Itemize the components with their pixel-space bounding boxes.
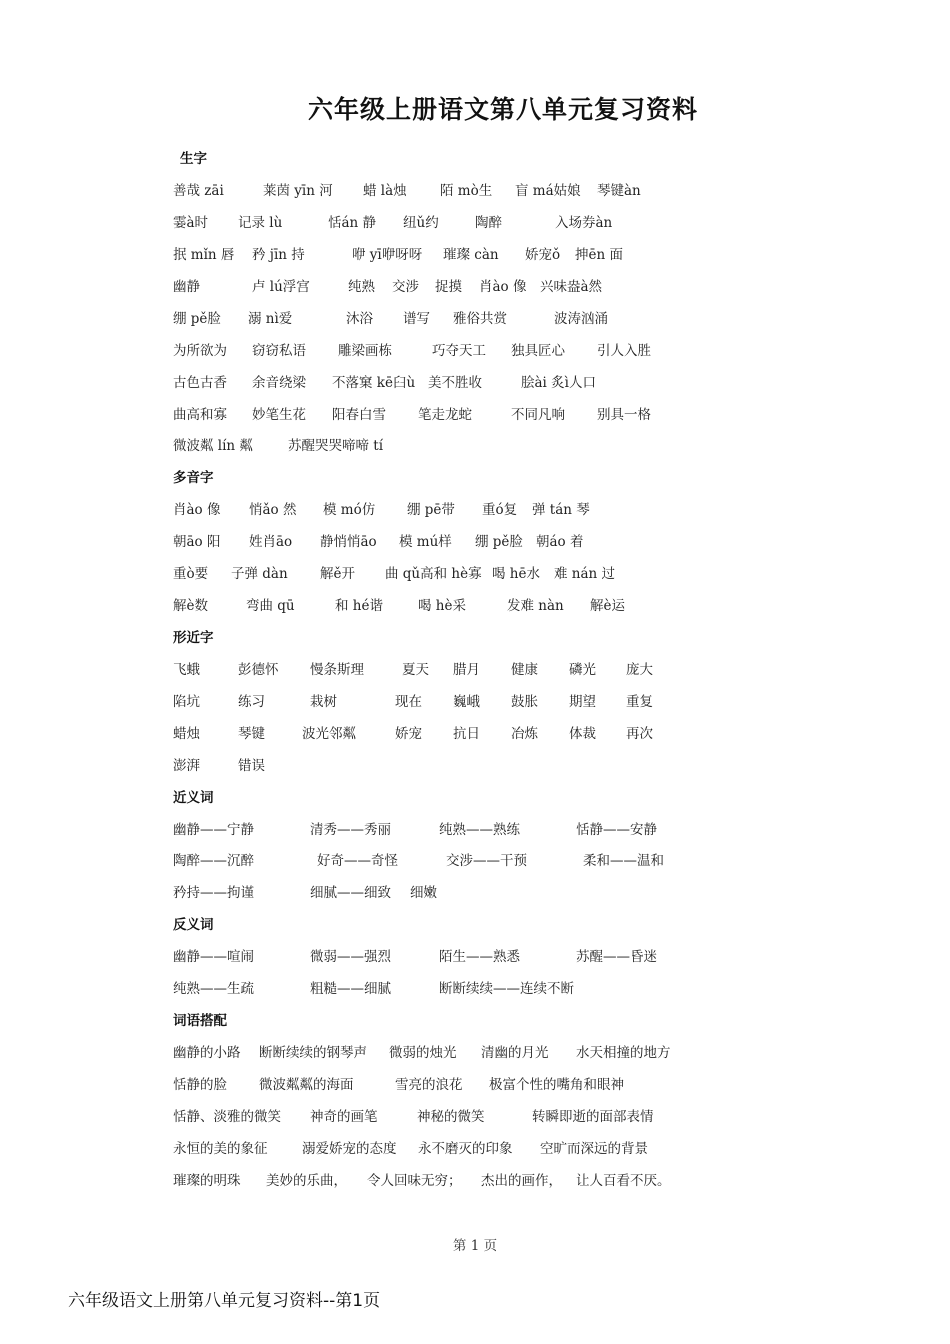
vocab-item: 卢 lú浮宫: [252, 279, 310, 295]
vocab-item: 璀璨 càn: [443, 247, 499, 263]
content-row: [0, 275, 950, 295]
vocab-item: 肖ào 像: [479, 279, 527, 295]
vocab-item: 清秀——秀丽: [310, 822, 391, 838]
vocab-item: 腊月: [453, 662, 480, 678]
vocab-item: 好奇——奇怪: [317, 853, 398, 869]
vocab-item: 幽静——喧闹: [173, 949, 254, 965]
content-row: [0, 594, 950, 614]
vocab-item: 朝áo 着: [536, 534, 584, 550]
vocab-item: 娇宠ǒ: [525, 247, 561, 263]
vocab-item: 咿 yī咿呀呀: [352, 247, 423, 263]
content-row: [0, 945, 950, 965]
vocab-item: 朝āo 阳: [173, 534, 221, 550]
vocab-item: 神奇的画笔: [310, 1109, 378, 1125]
vocab-item: 澎湃: [173, 758, 200, 774]
vocab-item: 微波粼粼的海面: [259, 1077, 354, 1093]
vocab-item: 弹 tán 琴: [532, 502, 590, 518]
vocab-item: 巧夺天工: [432, 343, 486, 359]
vocab-item: 溺 nì爱: [248, 311, 293, 327]
vocab-item: 重ó复: [482, 502, 518, 518]
vocab-item: 纽ǔ约: [403, 215, 439, 231]
vocab-item: 盲 má姑娘: [515, 183, 581, 199]
vocab-item: 鼓胀: [511, 694, 538, 710]
vocab-item: 交涉——干预: [446, 853, 527, 869]
content-row: [0, 1041, 950, 1061]
vocab-item: 苏醒——昏迷: [576, 949, 657, 965]
vocab-item: 陶醉——沉醉: [173, 853, 254, 869]
vocab-item: 绷 pě脸: [475, 534, 523, 550]
vocab-item: 清幽的月光: [481, 1045, 549, 1061]
content-row: [0, 1105, 950, 1125]
vocab-item: 善哉 zāi: [173, 183, 224, 199]
vocab-item: 古色古香: [173, 375, 227, 391]
vocab-item: 重复: [626, 694, 653, 710]
content-row: [0, 211, 950, 231]
vocab-item: 陶醉: [475, 215, 502, 231]
content-row: [0, 339, 950, 359]
vocab-item: 交涉: [392, 279, 419, 295]
vocab-item: 抿 mǐn 唇: [173, 247, 235, 263]
vocab-item: 细嫩: [410, 885, 437, 901]
content-row: [0, 562, 950, 582]
content-row: [0, 403, 950, 423]
vocab-item: 溺爱娇宠的态度: [302, 1141, 397, 1157]
vocab-item: 解ě开: [320, 566, 355, 582]
vocab-item: 纯熟: [348, 279, 375, 295]
content-row: [0, 179, 950, 199]
vocab-item: 重ò要: [173, 566, 209, 582]
vocab-item: 弯曲 qū: [246, 598, 295, 614]
vocab-item: 解è数: [173, 598, 208, 614]
vocab-item: 琴键: [238, 726, 265, 742]
vocab-item: 庞大: [626, 662, 653, 678]
vocab-item: 璀璨的明珠: [173, 1173, 241, 1189]
content-row: [0, 881, 950, 901]
vocab-item: 期望: [569, 694, 596, 710]
vocab-item: 琴键àn: [597, 183, 641, 199]
vocab-item: 细腻——细致: [310, 885, 391, 901]
vocab-item: 陷坑: [173, 694, 200, 710]
content-row: [0, 307, 950, 327]
vocab-item: 令人回味无穷；: [367, 1173, 462, 1189]
vocab-item: 错误: [238, 758, 265, 774]
content-row: [0, 530, 950, 550]
vocab-item: 抻ēn 面: [575, 247, 623, 263]
vocab-item: 陌 mò生: [440, 183, 493, 199]
section-heading: 近义词: [173, 790, 214, 806]
vocab-item: 雪亮的浪花: [395, 1077, 463, 1093]
vocab-item: 模 mó仿: [323, 502, 376, 518]
vocab-item: 纯熟——生疏: [173, 981, 254, 997]
section-heading: 生字: [180, 151, 207, 167]
vocab-item: 断断续续的钢琴声: [259, 1045, 367, 1061]
content-row: [0, 434, 950, 454]
vocab-item: 喝 hē水: [492, 566, 540, 582]
content-row: [0, 498, 950, 518]
vocab-item: 陌生——熟悉: [439, 949, 520, 965]
vocab-item: 引人入胜: [597, 343, 651, 359]
vocab-item: 笔走龙蛇: [418, 407, 472, 423]
vocab-item: 幽静: [173, 279, 200, 295]
vocab-item: 为所欲为: [173, 343, 227, 359]
vocab-item: 栽树: [310, 694, 337, 710]
vocab-item: 谱写: [403, 311, 430, 327]
vocab-item: 美妙的乐曲，: [266, 1173, 347, 1189]
vocab-item: 波光邻粼: [302, 726, 356, 742]
vocab-item: 冶炼: [511, 726, 538, 742]
vocab-item: 杰出的画作，: [481, 1173, 562, 1189]
vocab-item: 蜡 là烛: [363, 183, 407, 199]
vocab-item: 神秘的微笑: [417, 1109, 485, 1125]
vocab-item: 窃窃私语: [252, 343, 306, 359]
vocab-item: 恬静的脸: [173, 1077, 227, 1093]
vocab-item: 独具匠心: [511, 343, 565, 359]
vocab-item: 飞蛾: [173, 662, 200, 678]
vocab-item: 难 nán 过: [554, 566, 616, 582]
content-row: [0, 1169, 950, 1189]
vocab-item: 莱茵 yīn 河: [263, 183, 333, 199]
vocab-item: 幽静——宁静: [173, 822, 254, 838]
vocab-item: 粗糙——细腻: [310, 981, 391, 997]
vocab-item: 抗日: [453, 726, 480, 742]
content-row: [0, 658, 950, 678]
vocab-item: 夏天: [402, 662, 429, 678]
vocab-item: 解è运: [590, 598, 625, 614]
content-row: [0, 818, 950, 838]
vocab-item: 绷 pě脸: [173, 311, 221, 327]
vocab-item: 微波粼 lín 粼: [173, 438, 253, 454]
vocab-item: 余音绕梁: [252, 375, 306, 391]
vocab-item: 模 mú样: [399, 534, 452, 550]
vocab-item: 健康: [511, 662, 538, 678]
content-row: [0, 849, 950, 869]
vocab-item: 微弱的烛光: [389, 1045, 457, 1061]
document-title: 六年级上册语文第八单元复习资料: [307, 95, 698, 124]
vocab-item: 微弱——强烈: [310, 949, 391, 965]
vocab-item: 发难 nàn: [507, 598, 564, 614]
vocab-item: 再次: [626, 726, 653, 742]
content-row: [0, 1137, 950, 1157]
vocab-item: 矜 jīn 持: [252, 247, 305, 263]
content-row: [0, 371, 950, 391]
vocab-item: 曲高和寡: [173, 407, 227, 423]
vocab-item: 断断续续——连续不断: [439, 981, 574, 997]
vocab-item: 记录 lù: [238, 215, 283, 231]
vocab-item: 雅俗共赏: [453, 311, 507, 327]
vocab-item: 恬静、淡雅的微笑: [173, 1109, 281, 1125]
vocab-item: 水天相撞的地方: [576, 1045, 671, 1061]
vocab-item: 娇宠: [395, 726, 422, 742]
vocab-item: 彭德怀: [238, 662, 279, 678]
vocab-item: 极富个性的嘴角和眼神: [489, 1077, 624, 1093]
vocab-item: 肖ào 像: [173, 502, 221, 518]
vocab-item: 让人百看不厌。: [576, 1173, 671, 1189]
vocab-item: 磷光: [569, 662, 596, 678]
content-row: [0, 754, 950, 774]
vocab-item: 别具一格: [597, 407, 651, 423]
vocab-item: 雕梁画栋: [338, 343, 392, 359]
vocab-item: 慢条斯理: [310, 662, 364, 678]
section-heading: 词语搭配: [173, 1013, 227, 1029]
vocab-item: 现在: [395, 694, 422, 710]
vocab-item: 幽静的小路: [173, 1045, 241, 1061]
content-row: [0, 977, 950, 997]
vocab-item: 转瞬即逝的面部表情: [532, 1109, 654, 1125]
vocab-item: 悄ǎo 然: [249, 502, 297, 518]
vocab-item: 矜持——拘谨: [173, 885, 254, 901]
section-heading: 多音字: [173, 470, 214, 486]
content-row: [0, 1073, 950, 1093]
vocab-item: 阳春白雪: [332, 407, 386, 423]
vocab-item: 纯熟——熟练: [439, 822, 520, 838]
vocab-item: 捉摸: [435, 279, 462, 295]
vocab-item: 苏醒哭哭啼啼 tí: [288, 438, 384, 454]
vocab-item: 波涛汹涌: [554, 311, 608, 327]
vocab-item: 曲 qǔ高和 hè寡: [385, 566, 482, 582]
vocab-item: 恬静——安静: [576, 822, 657, 838]
vocab-item: 体裁: [569, 726, 596, 742]
vocab-item: 练习: [238, 694, 265, 710]
vocab-item: 入场券àn: [555, 215, 613, 231]
vocab-item: 空旷而深远的背景: [540, 1141, 648, 1157]
vocab-item: 兴味盎à然: [540, 279, 603, 295]
vocab-item: 巍峨: [453, 694, 480, 710]
section-heading: 形近字: [173, 630, 214, 646]
page-number: 第 1 页: [452, 1238, 498, 1254]
vocab-item: 蜡烛: [173, 726, 200, 742]
vocab-item: 脍ài 炙ì人口: [521, 375, 596, 391]
vocab-item: 恬án 静: [328, 215, 377, 231]
vocab-item: 沐浴: [346, 311, 373, 327]
vocab-item: 喝 hè采: [418, 598, 466, 614]
vocab-item: 霎à时: [173, 215, 209, 231]
content-row: [0, 243, 950, 263]
vocab-item: 永不磨灭的印象: [418, 1141, 513, 1157]
section-heading: 反义词: [173, 917, 214, 933]
vocab-item: 美不胜收: [428, 375, 482, 391]
vocab-item: 不落窠 kē臼ù: [332, 375, 416, 391]
page-footer: 六年级语文上册第八单元复习资料--第1页: [68, 1291, 381, 1311]
vocab-item: 和 hé谐: [335, 598, 383, 614]
vocab-item: 姓肖āo: [249, 534, 293, 550]
vocab-item: 子弹 dàn: [231, 566, 288, 582]
vocab-item: 静悄悄āo: [320, 534, 377, 550]
vocab-item: 柔和——温和: [583, 853, 664, 869]
vocab-item: 永恒的美的象征: [173, 1141, 268, 1157]
vocab-item: 不同凡响: [511, 407, 565, 423]
vocab-item: 妙笔生花: [252, 407, 306, 423]
content-row: [0, 722, 950, 742]
content-row: [0, 690, 950, 710]
vocab-item: 绷 pē带: [407, 502, 455, 518]
